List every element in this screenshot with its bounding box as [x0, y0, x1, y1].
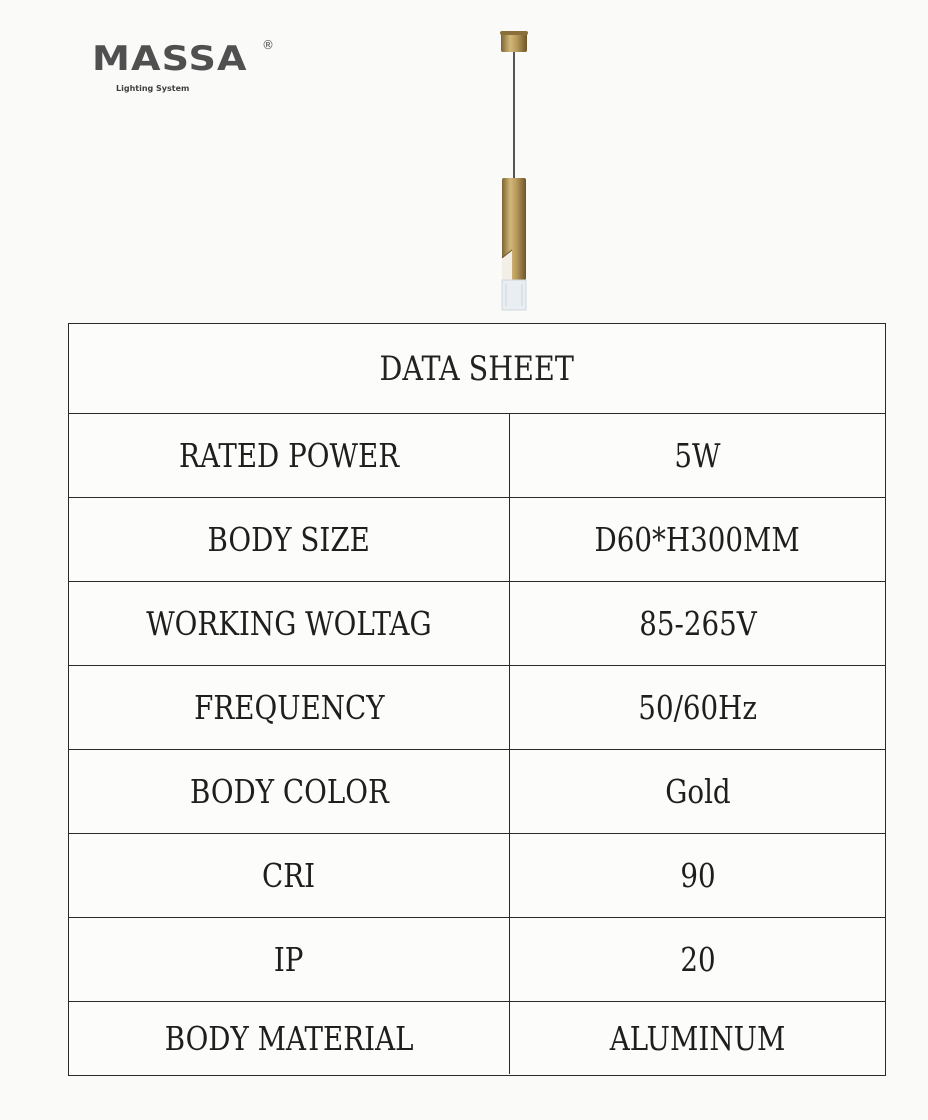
- row-value-cell: [510, 666, 885, 749]
- row-label-cell: [69, 750, 510, 833]
- row-label: FREQUENCY: [193, 688, 385, 727]
- row-value: 50/60Hz: [638, 688, 757, 727]
- row-label-cell: [69, 414, 510, 497]
- row-label-cell: [69, 918, 510, 1001]
- row-label-cell: [69, 582, 510, 665]
- brand-tagline: Lighting System: [116, 84, 190, 93]
- table-row: [69, 582, 885, 666]
- row-label-cell: [69, 666, 510, 749]
- table-row: [69, 498, 885, 582]
- registered-mark: ®: [262, 38, 274, 52]
- row-value: 20: [679, 940, 716, 979]
- table-row: [69, 918, 885, 1002]
- row-value: 85-265V: [638, 604, 757, 643]
- table-row: [69, 1002, 885, 1074]
- row-value: Gold: [664, 772, 731, 811]
- row-value-cell: [510, 918, 885, 1001]
- row-label: BODY SIZE: [207, 520, 371, 559]
- data-sheet-table: [68, 323, 886, 1076]
- row-value-cell: [510, 1002, 885, 1074]
- row-value-cell: [510, 834, 885, 917]
- row-value-cell: [510, 582, 885, 665]
- row-label: RATED POWER: [178, 436, 400, 475]
- row-label: CRI: [262, 856, 316, 895]
- row-label-cell: [69, 498, 510, 581]
- row-label-cell: [69, 1002, 510, 1074]
- row-value-cell: [510, 498, 885, 581]
- row-value: D60*H300MM: [594, 520, 801, 559]
- row-label: BODY MATERIAL: [164, 1018, 414, 1058]
- pendant-lamp-icon: [490, 26, 538, 316]
- brand-logo: [92, 36, 292, 106]
- row-label: BODY COLOR: [189, 772, 389, 811]
- table-row: [69, 834, 885, 918]
- row-value: ALUMINUM: [609, 1018, 786, 1058]
- table-row: [69, 666, 885, 750]
- canopy-rim: [500, 31, 528, 35]
- row-value: 5W: [674, 436, 721, 475]
- row-value-cell: [510, 414, 885, 497]
- brand-name: MASSA: [92, 39, 248, 79]
- row-label: IP: [274, 940, 304, 979]
- row-label: WORKING WOLTAG: [146, 604, 432, 643]
- table-title-text: DATA SHEET: [379, 348, 575, 389]
- table-row: [69, 750, 885, 834]
- row-label-cell: [69, 834, 510, 917]
- row-value: 90: [679, 856, 716, 895]
- row-value-cell: [510, 750, 885, 833]
- table-row: [69, 414, 885, 498]
- table-title: [69, 324, 885, 414]
